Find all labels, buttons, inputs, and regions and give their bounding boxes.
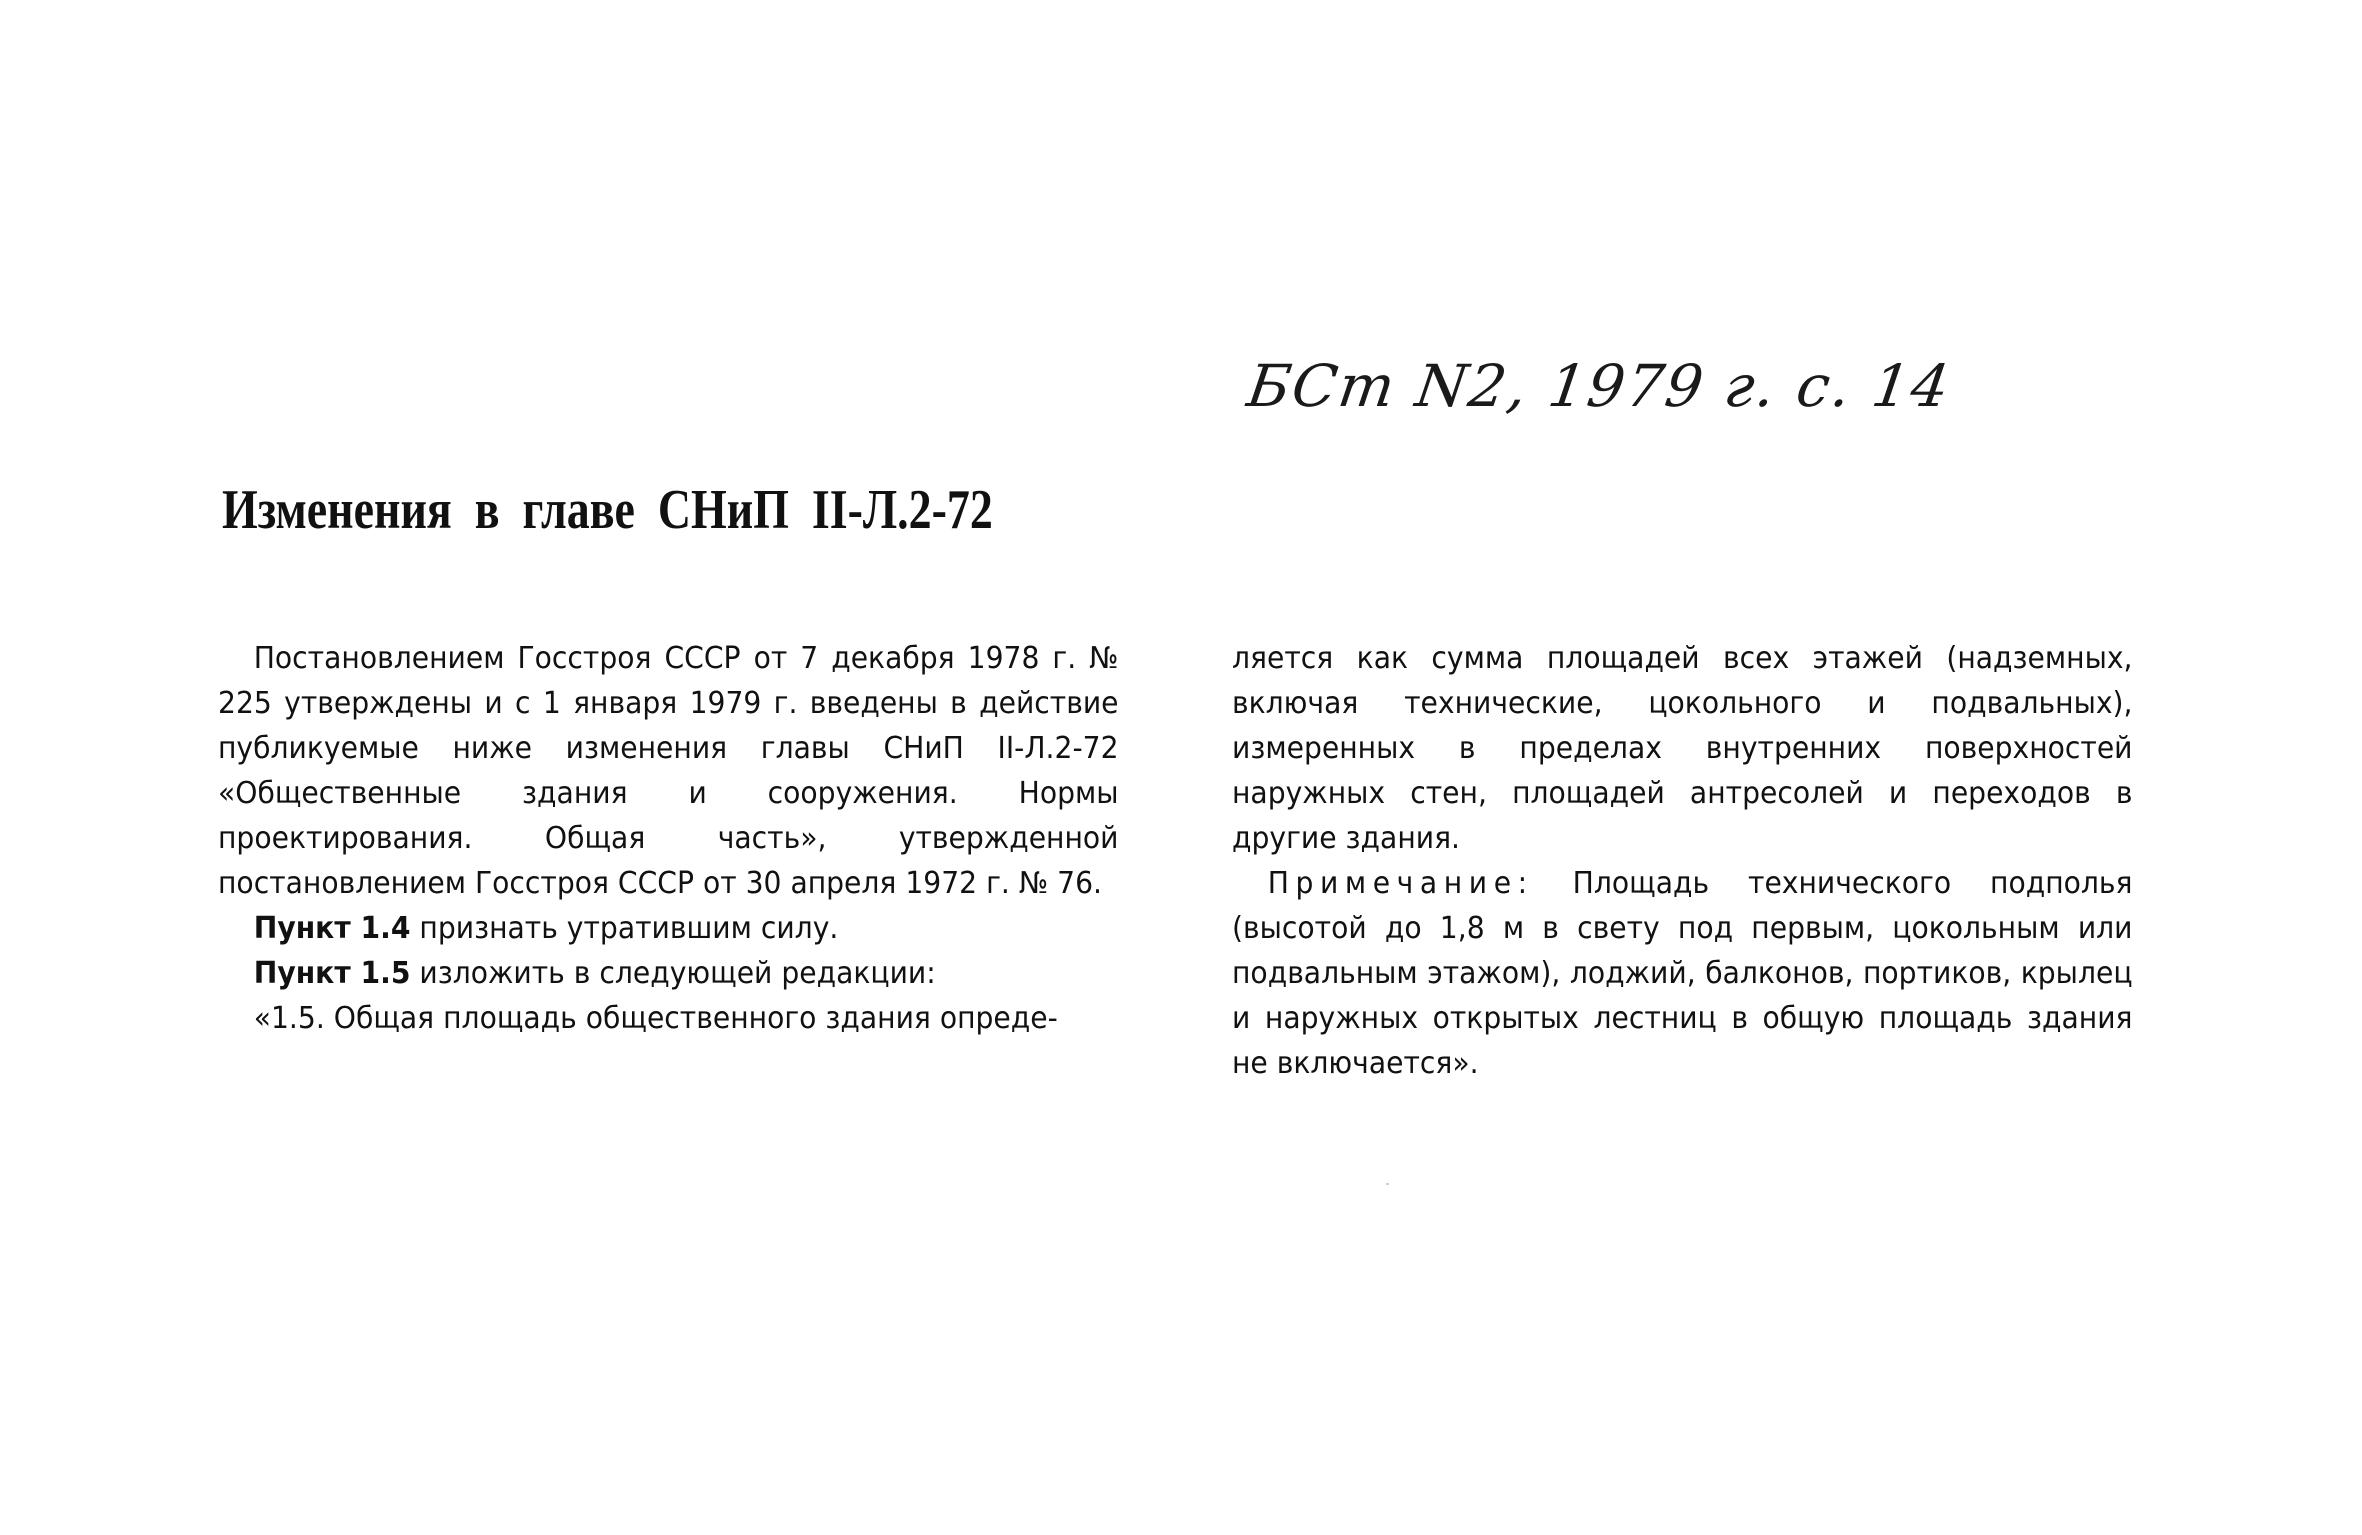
item-1-4-text: признать утратившим силу. bbox=[410, 911, 839, 946]
item-1-4-paragraph bbox=[218, 906, 1119, 951]
item-1-4-label: Пункт 1.4 bbox=[253, 911, 411, 946]
left-text-column bbox=[218, 636, 1119, 1041]
item-1-5-text: изложить в следующей редакции: bbox=[410, 956, 936, 991]
right-text-column bbox=[1232, 636, 2133, 1086]
note-label: Примечание: bbox=[1267, 866, 1534, 901]
scan-speck bbox=[1386, 1183, 1389, 1185]
decree-paragraph: Постановлением Госстроя СССР от 7 декабря 1978 г. № 225 утверждены и с 1 января 1979 г. введены в действие публикуемые ниже изменения главы СНиП II-Л.2-72 «Общественные здания и сооружения. Нормы проектирования. Общая часть», утвержденной постановлением Госстроя СССР от 30 апреля 1972 г. № 76. bbox=[218, 641, 1119, 901]
document-title: Изменения в главе СНиП II-Л.2-72 bbox=[222, 479, 993, 541]
item-1-5-paragraph bbox=[218, 951, 1119, 996]
note-paragraph bbox=[1232, 861, 2133, 1086]
new-wording-start: «1.5. Общая площадь общественного здания опреде- bbox=[253, 1001, 1058, 1036]
new-wording-continuation: ляется как сумма площадей всех этажей (надземных, включая технические, цокольного и подвальных), измеренных в пределах внутренних поверхностей наружных стен, площадей антресолей и переходов в другие здания. bbox=[1232, 641, 2133, 856]
handwritten-source-note: БСт N2, 1979 г. с. 14 bbox=[1243, 352, 1956, 420]
note-text: Площадь технического подполья (высотой до 1,8 м в свету под первым, цокольным или подвальным этажом), лоджий, балконов, портиков, крылец и наружных открытых лестниц в общую площадь здания не включается». bbox=[1232, 866, 2133, 1081]
item-1-5-label: Пункт 1.5 bbox=[253, 956, 411, 991]
